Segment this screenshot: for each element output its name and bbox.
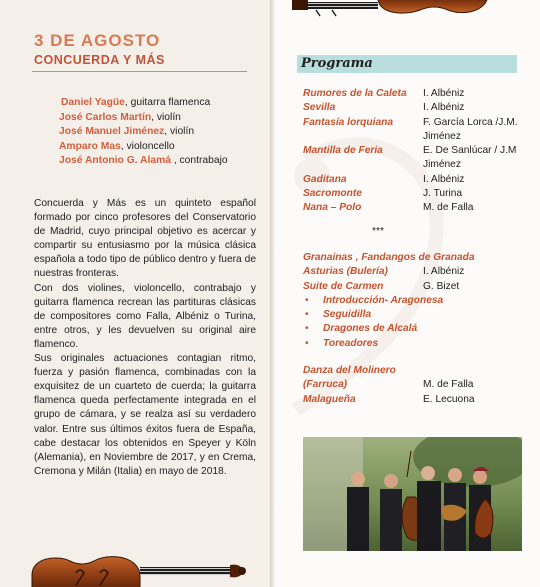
carmen-movement: • Dragones de Alcalá [305, 323, 418, 335]
performer: Amparo Mas, violoncello [59, 140, 175, 152]
right-page [276, 0, 540, 587]
concert-subtitle: CONCUERDA Y MÁS [34, 53, 165, 67]
performers-list [59, 96, 228, 169]
performer: Daniel Yagüe, guitarra flamenca [61, 97, 211, 108]
concert-date: 3 DE AGOSTO [34, 31, 161, 50]
programme-item: Nana – Polo M. de Falla [303, 202, 474, 214]
programme-item: Fantasía lorquiana F. García Lorca /J.M. [303, 116, 518, 128]
programme-heading: Programa [301, 56, 373, 71]
performer: José Antonio G. Alamá , contrabajo [59, 155, 228, 166]
programme-item: Sacromonte J. Turina [303, 188, 463, 200]
bio-paragraph: Con dos violines, violoncello, contrabajo y guitarra flamenca recrean las partituras clásicas de compositores como Falla, Albéniz o Turina, entre otros, y les devuelven su original aire flamenco. [34, 282, 256, 350]
programme-item: Danza del Molinero [303, 365, 396, 377]
violin-illustration [18, 545, 258, 587]
programme-item-cont: Jiménez [423, 159, 461, 171]
bio-paragraph: Sus originales actuaciones contagian ritmo, fuerza y pasión flamenca, combinadas con la exquisitez de un cuarteto de cuerda; la guitarra flamenca queda perfectamente integrada en el grupo de cámara, y se realza así su verdadero valor. Entre sus últimos éxitos fuera de España, cabe destacar los obtenidos en Speyer y Köln (Alemania), en Noviembre de 2017, y en Crema, Cremona y Milán (Italia) en mayo de 2018. [34, 353, 256, 477]
performer: José Manuel Jiménez, violín [59, 126, 195, 137]
carmen-movement: • Introducción- Aragonesa [305, 294, 444, 306]
programme-item: Granainas , Fandangos de Granada [303, 251, 475, 263]
title-rule [32, 71, 247, 72]
programme-item: (Farruca) M. de Falla [303, 379, 474, 391]
bio-paragraph: Concuerda y Más es un quinteto español formado por cinco profesores del Conservatorio de Madrid, cuyo principal objetivo es acercar y compartir su entusiasmo por la música clásica española a todo tipo de público dentro y fuera de nuestras fronteras. [34, 198, 256, 280]
programme-list [303, 87, 535, 407]
programme-item: Mantilla de Feria E. De Sanlúcar / J.M [303, 145, 517, 157]
violin-illustration [292, 0, 522, 18]
programme-item: Malagueña E. Lecuona [303, 393, 475, 405]
carmen-movement: • Toreadores [305, 337, 379, 349]
ensemble-photo [303, 437, 522, 551]
programme-item: Gaditana I. Albéniz [303, 173, 465, 185]
performer: José Carlos Martín, violín [59, 111, 181, 123]
ensemble-bio [34, 197, 256, 479]
programme-item: Suite de Carmen G. Bizet [303, 280, 460, 292]
programme-item: Asturias (Bulería) I. Albéniz [303, 266, 465, 278]
carmen-movement: • Seguidilla [305, 309, 372, 321]
programme-item: Rumores de la Caleta I. Albéniz [303, 88, 465, 99]
programme-item: Sevilla I. Albéniz [303, 102, 465, 114]
programme-separator: *** [372, 225, 384, 237]
programme-item-cont: Jiménez [423, 130, 461, 142]
